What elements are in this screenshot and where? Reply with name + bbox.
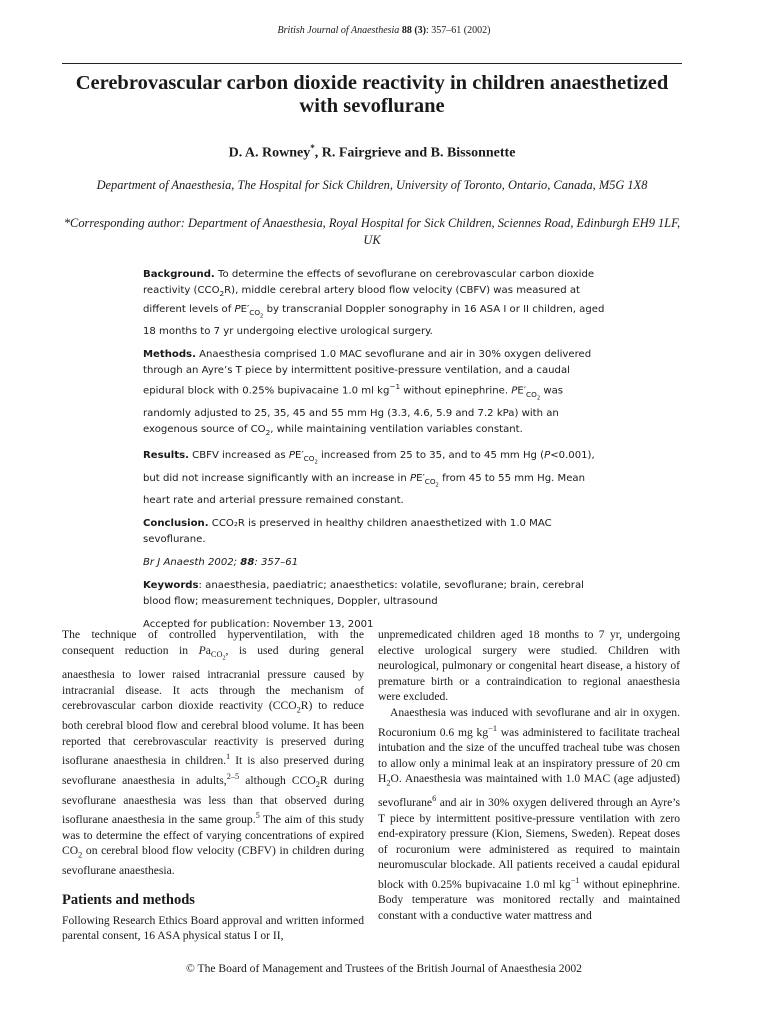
methods-paragraph-1-cont: unpremedicated children aged 18 months to 7 yr, undergoing elective urological surgery were studied. Children with neurological, pulmonary or congenital heart disease, a history of premature birth or a contraindication to regional anaesthesia were excluded. — [378, 628, 680, 704]
keywords-label: Keywords — [143, 580, 199, 592]
methods-paragraph-2: Anaesthesia was induced with sevoflurane and air in oxygen. Rocuronium 0.6 mg $kg^{-1}$ was administered to facilitate tracheal intubation and the size of the uncuffed tracheal tube was chosen to allow only a minimal leak at an inspiratory pressure of 20 cm $H_2O$. Anaesthesia was maintained with 1.0 MAC (age adjusted) sevoflurane$^6$ and air in 30% oxygen delivered through an Ayre’s T piece by intermittent positive-pressure ventilation with zero end-expiratory pressure (Kion, Siemens, Sweden). Repeat doses of rocuronium were administered as required to maintain neuromuscular blockade. All patients received a caudal epidural block with 0.25% bupivacaine 1.0 ml $kg^{-1}$ without epinephrine. Body temperature was monitored rectally and maintained constant with a conductive water mattress and — [378, 705, 681, 922]
results-label: Results. — [143, 450, 189, 462]
section-heading: Patients and methods — [62, 891, 195, 908]
abstract-results: Results. CBFV increased as $PE'_{CO_2}$ increased from 25 to 35, and to 45 mm Hg (P<0.001), but did not increase significantly with an increase in $PE'_{CO_2}$ from 45 to 55 mm Hg. Mean heart rate and arterial pressure remained constant. — [143, 450, 595, 507]
author-list — [62, 139, 682, 163]
keywords-text: : anaesthesia, paediatric; anaesthetics: volatile, sevoflurane; brain, cerebral blood flow; measurement techniques, Doppler, ultrasound — [143, 580, 584, 608]
affiliation: Department of Anaesthesia, The Hospital for Sick Children, University of Toronto, Ontario, Canada, M5G 1X8 — [96, 178, 648, 192]
citation-volume: 88 — [240, 557, 255, 569]
other-authors: , R. Fairgrieve and B. Bissonnette — [314, 145, 516, 161]
journal-header — [0, 25, 768, 37]
body-column-right — [378, 627, 680, 924]
corresponding-author: *Corresponding author: Department of Anaesthesia, Royal Hospital for Sick Children, Sciennes Road, Edinburgh EH9 1LF, UK — [63, 216, 681, 247]
abstract-conclusion — [143, 516, 605, 548]
journal-name: British Journal of Anaesthesia — [277, 25, 400, 36]
citation-year: 2002; — [204, 557, 241, 569]
journal-volume: 88 — [401, 25, 412, 36]
citation-pages: : 357–61 — [254, 557, 299, 569]
conclusion-text: CCO₂R is preserved in healthy children anaesthetized with 1.0 MAC sevoflurane. — [143, 518, 552, 546]
journal-issue: (3) — [414, 25, 426, 36]
first-author: D. A. Rowney — [228, 145, 311, 161]
accepted-date: Accepted for publication: November 13, 2001 — [143, 619, 374, 631]
citation-journal: Br J Anaesth — [143, 557, 205, 569]
header-rule — [62, 63, 682, 64]
abstract — [143, 267, 605, 640]
abstract-background: Background. To determine the effects of sevoflurane on cerebrovascular carbon dioxide reactivity $(CCO_2R)$, middle cerebral artery blood flow velocity (CBFV) was measured at different levels of $PE'_{CO_2}$ by transcranial Doppler sonography in 16 ASA I or II children, aged 18 months to 7 yr undergoing elective urological surgery. — [143, 269, 605, 338]
copyright-footer: © The Board of Management and Trustees of the British Journal of Anaesthesia 2002 — [186, 962, 582, 975]
conclusion-label: Conclusion. — [143, 518, 209, 530]
corresponding-mark: * — [310, 143, 315, 153]
methods-label: Methods. — [143, 349, 196, 361]
body-column-left — [62, 627, 364, 944]
article-title: Cerebrovascular carbon dioxide reactivity in children anaesthetized with sevoflurane — [75, 72, 669, 117]
abstract-citation — [143, 555, 605, 571]
abstract-keywords — [143, 578, 605, 610]
abstract-methods: Methods. Anaesthesia comprised 1.0 MAC sevoflurane and air in 30% oxygen delivered through an Ayre’s T piece by intermittent positive-pressure ventilation, and a caudal epidural block with 0.25% bupivacaine 1.0 ml $kg^{-1}$ without epinephrine. $PE'_{CO_2}$ was randomly adjusted to 25, 35, 45 and 55 mm Hg (3.3, 4.6, 5.9 and 7.2 kPa) with an exogenous source of $CO_2$, while maintaining ventilation variables constant. — [143, 349, 592, 438]
methods-paragraph-1: Following Research Ethics Board approval and written informed parental consent, 16 ASA physical status I or II, — [62, 913, 364, 943]
background-label: Background. — [143, 269, 215, 280]
journal-pages-year: : 357–61 (2002) — [425, 25, 491, 36]
intro-paragraph: The technique of controlled hyperventilation, with the consequent reduction in $Pa_{CO_2}$, is used during general anaesthesia to lower raised intracranial pressure caused by intracranial disease. It acts through the mechanism of cerebrovascular carbon dioxide reactivity $(CCO_2R)$ to reduce both cerebral blood flow and cerebral blood volume. It has been reported that cerebrovascular reactivity is preserved during isoflurane anaesthesia in children.$^1$ It is also preserved during sevoflurane anaesthesia in adults,$^{2-5}$ although $CCO_2R$ during sevoflurane anaesthesia was less than that observed during isoflurane anaesthesia in the same group.$^5$ The aim of this study was to determine the effect of varying concentrations of expired $CO_2$ on cerebral blood flow velocity (CBFV) in children during sevoflurane anaesthesia. — [62, 628, 364, 878]
